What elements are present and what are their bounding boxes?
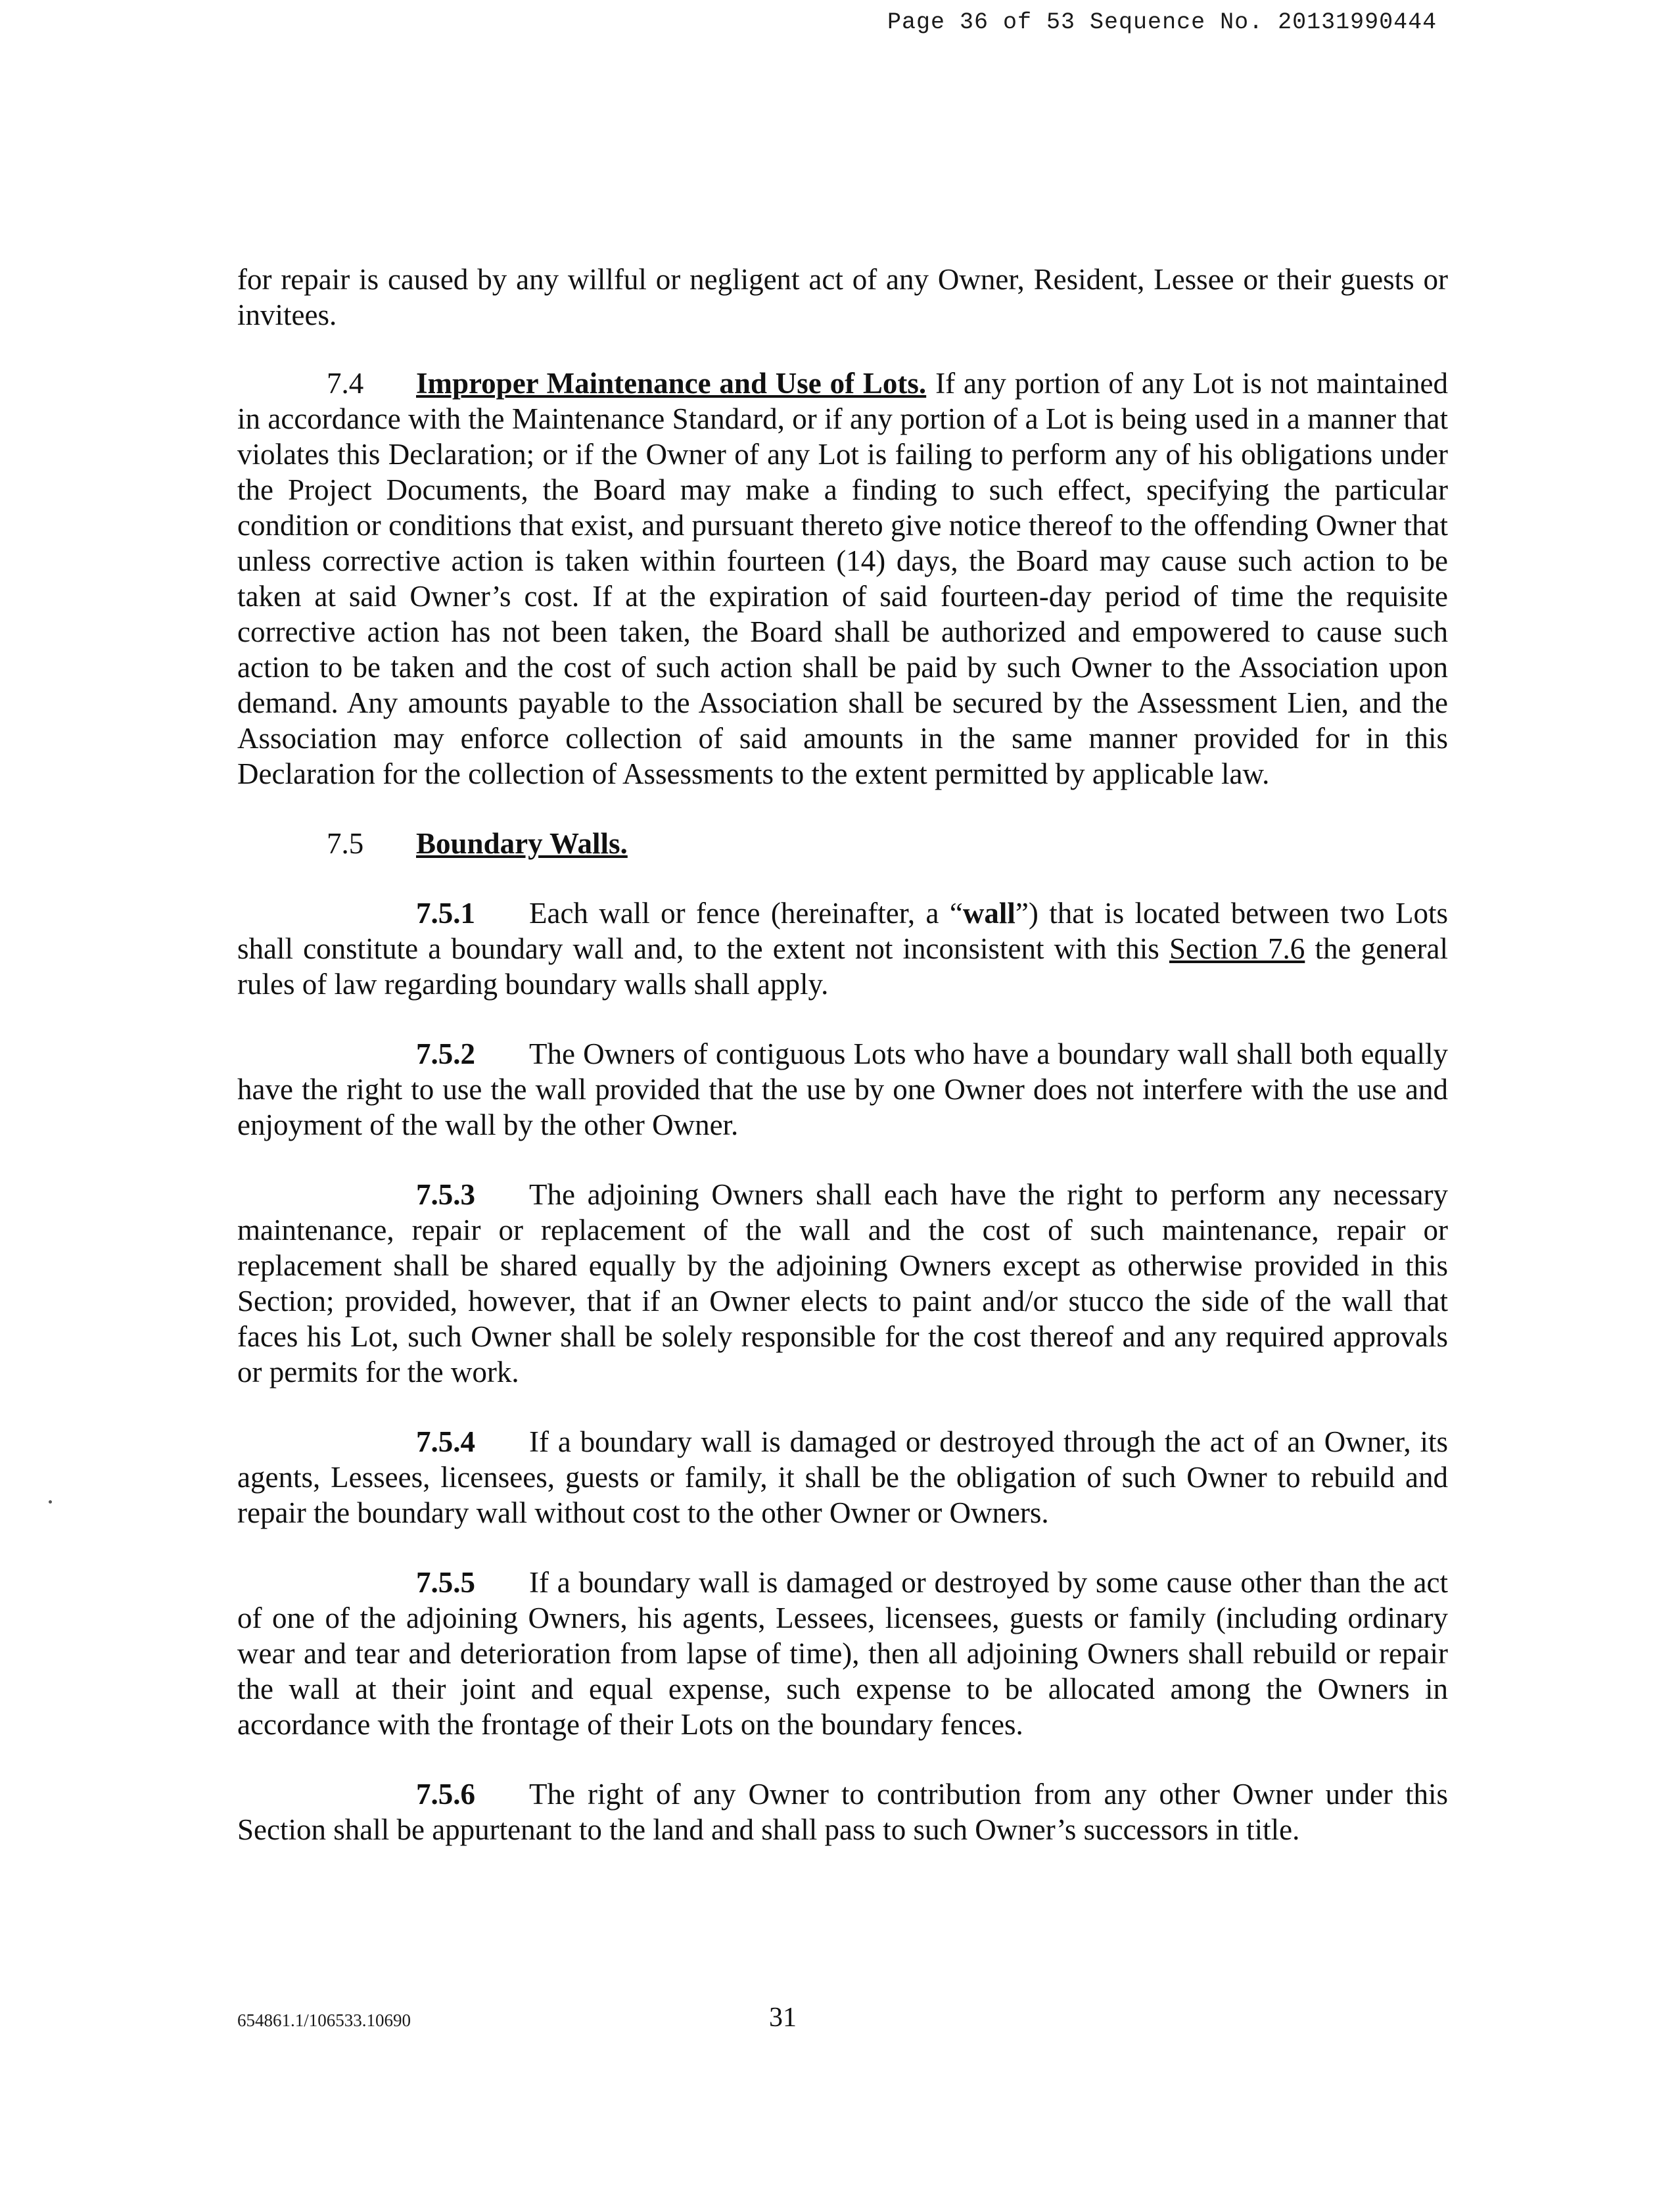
section-number: 7.5.1 [416, 897, 475, 930]
document-body [237, 262, 1448, 1882]
section-number: 7.5.3 [416, 1178, 475, 1211]
section-7-5-2 [237, 1036, 1448, 1143]
section-text-part: the general rules of law regarding boundary walls shall apply. [237, 932, 1448, 1001]
section-number: 7.4 [327, 367, 364, 400]
section-text: If a boundary wall is damaged or destroyed through the act of an Owner, its agents, Lessees, licensees, guests or family, it shall be the obligation of such Owner to rebuild and repair the boundary wall without cost to the other Owner or Owners. [237, 1425, 1448, 1529]
section-7-5 [237, 826, 1448, 861]
section-number: 7.5.4 [416, 1425, 475, 1458]
section-text: If a boundary wall is damaged or destroyed by some cause other than the act of one of the adjoining Owners, his agents, Lessees, licensees, guests or family (including ordinary wear and tear and deterioration from lapse of time), then all adjoining Owners shall rebuild or repair the wall at their joint and equal expense, such expense to be allocated among the Owners in accordance with the frontage of their Lots on the boundary fences. [237, 1566, 1448, 1741]
scan-speck [49, 1500, 52, 1504]
section-7-5-4 [237, 1424, 1448, 1531]
section-text: If any portion of any Lot is not maintained in accordance with the Maintenance Standard, or if any portion of a Lot is being used in a manner that violates this Declaration; or if the Owner of any Lot is failing to perform any of his obligations under the Project Documents, the Board may make a finding to such effect, specifying the particular condition or conditions that exist, and pursuant thereto give notice thereof to the offending Owner that unless corrective action is taken within fourteen (14) days, the Board may cause such action to be taken at said Owner’s cost. If at the expiration of said fourteen-day period of time the requisite corrective action has not been taken, the Board shall be authorized and empowered to cause such action to be taken and the cost of such action shall be paid by such Owner to the Association upon demand. Any amounts payable to the Association shall be secured by the Assessment Lien, and the Association may enforce collection of said amounts in the same manner provided for in this Declaration for the collection of Assessments to the extent permitted by applicable law. [237, 367, 1448, 790]
section-7-5-5 [237, 1565, 1448, 1742]
document-id: 654861.1/106533.10690 [237, 2010, 411, 2030]
section-heading: Boundary Walls. [416, 827, 628, 860]
section-number: 7.5.5 [416, 1566, 475, 1599]
intro-paragraph: for repair is caused by any willful or negligent act of any Owner, Resident, Lessee or their guests or invitees. [237, 263, 1448, 331]
section-number: 7.5.2 [416, 1037, 475, 1070]
section-7-5-6 [237, 1776, 1448, 1847]
section-7-5-3 [237, 1177, 1448, 1390]
section-text-part: ”) that is located between two Lots shall constitute a boundary wall and, to the extent not inconsistent with this [237, 897, 1448, 965]
page-number: 31 [769, 2003, 797, 2033]
section-7-5-1 [237, 895, 1448, 1002]
section-7-4 [237, 366, 1448, 792]
page-sequence-stamp: Page 36 of 53 Sequence No. 20131990444 [887, 9, 1437, 36]
section-text: The right of any Owner to contribution from any other Owner under this Section shall be appurtenant to the land and shall pass to such Owner’s successors in title. [237, 1778, 1448, 1846]
section-text-part: Each wall or fence (hereinafter, a “ [529, 897, 963, 930]
section-number: 7.5.6 [416, 1778, 475, 1811]
section-heading: Improper Maintenance and Use of Lots. [416, 367, 927, 400]
section-text: The adjoining Owners shall each have the right to perform any necessary maintenance, repair or replacement of the wall and the cost of such maintenance, repair or replacement shall be shared equally by the adjoining Owners except as otherwise provided in this Section; provided, however, that if an Owner elects to paint and/or stucco the side of the wall that faces his Lot, such Owner shall be solely responsible for the cost thereof and any required approvals or permits for the work. [237, 1178, 1448, 1388]
section-reference: Section 7.6 [1169, 932, 1305, 965]
section-number: 7.5 [327, 827, 364, 860]
section-text: The Owners of contiguous Lots who have a boundary wall shall both equally have the right to use the wall provided that the use by one Owner does not interfere with the use and enjoyment of the wall by the other Owner. [237, 1037, 1448, 1141]
defined-term: wall [962, 897, 1015, 930]
